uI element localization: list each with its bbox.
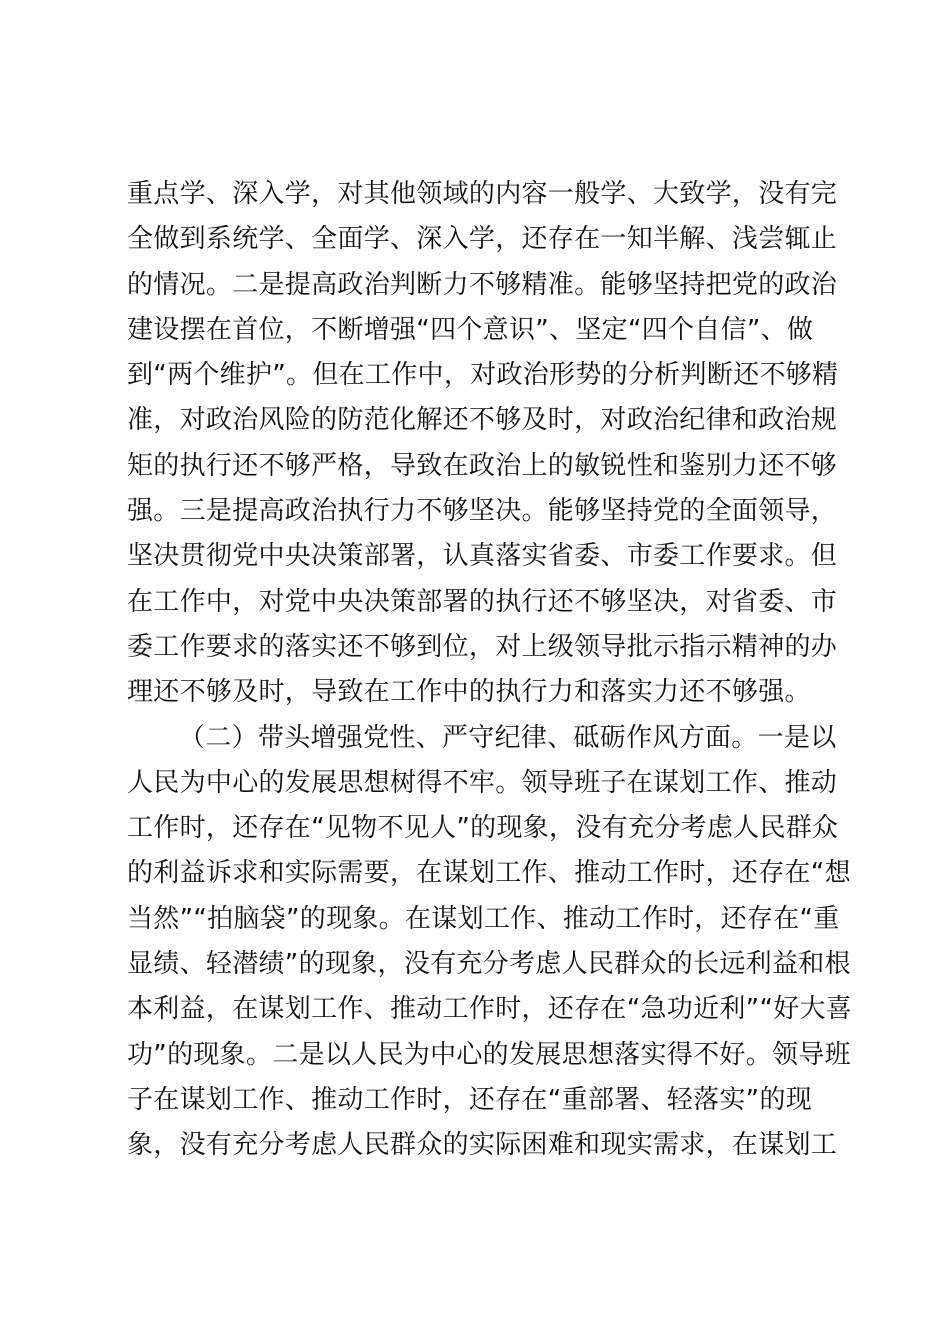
text-line: 矩的执行还不够严格，导致在政治上的敏锐性和鉴别力还不够 xyxy=(127,450,838,481)
text-line: 强。三是提高政治执行力不够坚决。能够坚持党的全面领导， xyxy=(127,496,838,527)
section-heading-line: （二）带头增强党性、严守纪律、砥砺作风方面。一是以 xyxy=(179,722,837,753)
text-line: 建设摆在首位，不断增强“四个意识”、坚定“四个自信”、做 xyxy=(127,314,814,345)
text-line: 本利益，在谋划工作、推动工作时，还存在“急功近利”“好大喜 xyxy=(127,994,853,1025)
text-line: 坚决贯彻党中央决策部署，认真落实省委、市委工作要求。但 xyxy=(127,541,838,572)
text-line: 重点学、深入学，对其他领域的内容一般学、大致学，没有完 xyxy=(127,179,838,209)
text-line: 工作时，还存在“见物不见人”的现象，没有充分考虑人民群众 xyxy=(127,813,839,844)
text-line: 全做到系统学、全面学、深入学，还存在一知半解、浅尝辄止 xyxy=(127,224,838,255)
text-line: 理还不够及时，导致在工作中的执行力和落实力还不够强。 xyxy=(127,677,811,708)
text-line: 委工作要求的落实还不够到位，对上级领导批示指示精神的办 xyxy=(127,631,838,662)
text-line: 准，对政治风险的防范化解还不够及时，对政治纪律和政治规 xyxy=(127,405,838,436)
text-line: 子在谋划工作、推动工作时，还存在“重部署、轻落实”的现 xyxy=(127,1084,813,1115)
text-line: 在工作中，对党中央决策部署的执行还不够坚决，对省委、市 xyxy=(127,586,838,617)
text-line: 显绩、轻潜绩”的现象，没有充分考虑人民群众的长远利益和根 xyxy=(127,949,851,980)
text-line: 象，没有充分考虑人民群众的实际困难和现实需求，在谋划工 xyxy=(127,1130,838,1161)
text-line: 功”的现象。二是以人民为中心的发展思想落实得不好。领导班 xyxy=(127,1039,851,1070)
text-line: 的利益诉求和实际需要，在谋划工作、推动工作时，还存在“想 xyxy=(127,858,851,889)
text-line: 的情况。二是提高政治判断力不够精准。能够坚持把党的政治 xyxy=(127,269,838,300)
text-line: 到“两个维护”。但在工作中，对政治形势的分析判断还不够精 xyxy=(127,360,839,391)
text-line: 人民为中心的发展思想树得不牢。领导班子在谋划工作、推动 xyxy=(127,767,838,798)
text-line: 当然”“拍脑袋”的现象。在谋划工作、推动工作时，还存在“重 xyxy=(127,903,840,934)
body-text xyxy=(127,172,853,1169)
